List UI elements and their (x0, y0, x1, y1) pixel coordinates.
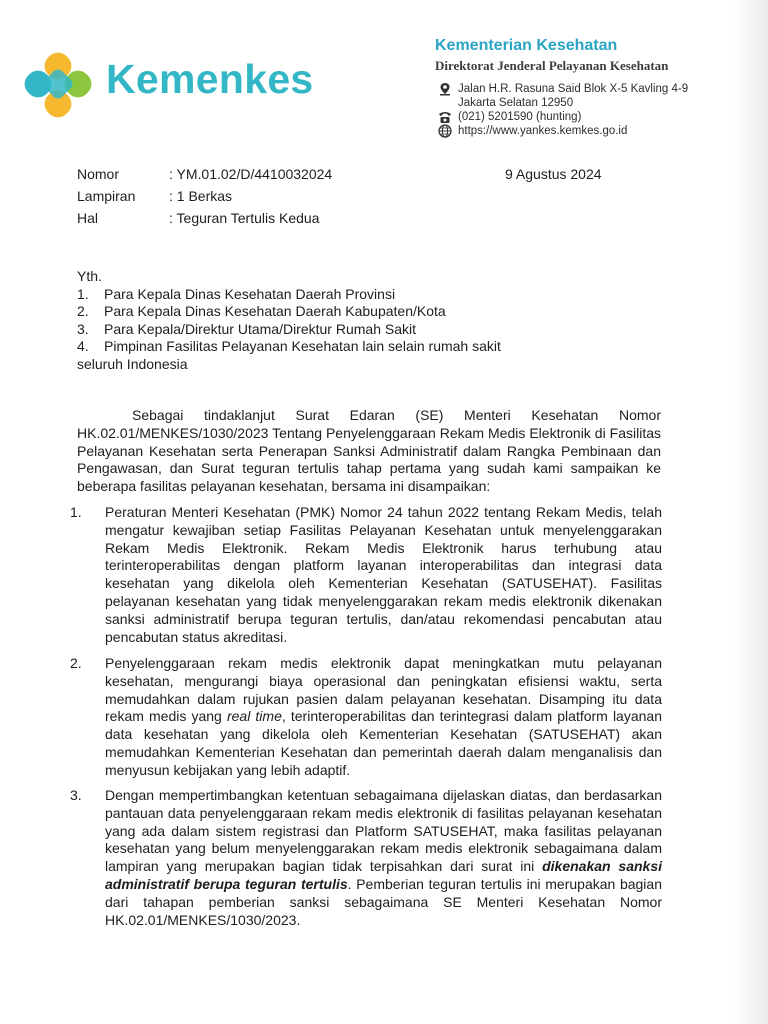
logo-wordmark: Kemenkes (106, 56, 314, 102)
recipients-closing: seluruh Indonesia (77, 355, 188, 372)
phone-number: (021) 5201590 (hunting) (458, 111, 582, 123)
point-text-part: , terinteroperabilitas dan terintegrasi dalam platform layanan data kesehatan yang dikelola oleh Kementerian Kesehatan (SATUSEHAT) akan memudahkan Kementerian Kesehatan dan pemerintah daerah dalam menganalisis dan menyusun kebijakan yang lebih adaptif. (105, 708, 662, 778)
point-number: 1. (70, 504, 82, 520)
kemenkes-logo-icon (24, 50, 94, 120)
meta-row-hal (77, 207, 332, 229)
meta-row-lampiran (77, 185, 332, 207)
point-number: 2. (70, 655, 82, 671)
recipient-text: Pimpinan Fasilitas Pelayanan Kesehatan lain selain rumah sakit (104, 338, 501, 354)
point-text-emphasis: real time (226, 708, 282, 725)
website-url: https://www.yankes.kemkes.go.id (458, 125, 628, 137)
meta-row-nomor (77, 163, 332, 185)
point-text-part: Penyelenggaraan rekam medis elektronik dapat meningkatkan mutu pelayanan kesehatan, mengurangi biaya operasional dan peningkatan efisiensi waktu, serta memudahkan dalam rujukan pasien dalam pelayanan kesehatan. Disamping itu data rekam medis yang (105, 655, 662, 725)
recipient-item (77, 286, 501, 304)
point-number: 3. (70, 787, 82, 803)
globe-icon (437, 124, 453, 138)
recipient-number: 2. (77, 303, 89, 319)
recipient-number: 1. (77, 285, 89, 302)
recipient-item (77, 321, 501, 339)
address-line-1: Jalan H.R. Rasuna Said Blok X-5 Kavling 4-9 (458, 83, 689, 95)
letter-meta (77, 163, 332, 229)
hal-value: : Teguran Tertulis Kedua (169, 210, 320, 226)
recipient-text: Para Kepala Dinas Kesehatan Daerah Kabupaten/Kota (104, 303, 446, 319)
numbered-point-3 (70, 787, 662, 929)
hal-label: Hal (77, 210, 99, 226)
numbered-point-2 (70, 655, 662, 780)
intro-text: Sebagai tindaklanjut Surat Edaran (SE) Menteri Kesehatan Nomor HK.02.01/MENKES/1030/2023 Tentang Penyelenggaraan Rekam Medis Elektronik di Fasilitas Pelayanan Kesehatan serta Penerapan Sanksi Administratif dalam Rangka Pembinaan dan Pengawasan, dan Surat teguran tertulis tahap pertama yang sudah kami sampaikan ke beberapa fasilitas pelayanan kesehatan, bersama ini disampaikan: (77, 407, 661, 495)
nomor-label: Nomor (77, 166, 120, 182)
nomor-value: : YM.01.02/D/4410032024 (169, 166, 333, 182)
directorate-name: Direktorat Jenderal Pelayanan Kesehatan (435, 58, 669, 73)
numbered-point-1 (70, 504, 662, 646)
lampiran-label: Lampiran (77, 188, 136, 204)
scan-edge-shadow (732, 0, 768, 1024)
point-text-emphasis: dikenakan sanksi administratif berupa teguran tertulis (105, 858, 662, 892)
salutation: Yth. (77, 268, 102, 284)
recipients-block (77, 268, 501, 373)
recipient-text: Para Kepala/Direktur Utama/Direktur Rumah Sakit (104, 320, 417, 337)
recipient-item (77, 303, 501, 321)
point-text (105, 655, 662, 780)
address-line-2: Jakarta Selatan 12950 (458, 97, 574, 109)
recipient-item (77, 338, 501, 356)
location-pin-icon (437, 82, 453, 96)
recipient-text: Para Kepala Dinas Kesehatan Daerah Provinsi (104, 285, 396, 302)
point-text-part: Dengan mempertimbangkan ketentuan sebagaimana dijelaskan diatas, dan berdasarkan pantauan data penyelenggaraan rekam medis elektronik di fasilitas pelayanan kesehatan yang ada dalam sistem registrasi dan Platform SATUSEHAT, maka fasilitas pelayanan kesehatan yang belum menyelenggarakan rekam medis elektronik sebagaimana dalam lampiran yang merupakan bagian tidak terpisahkan dari surat ini (105, 787, 662, 875)
lampiran-value: : 1 Berkas (169, 188, 233, 204)
telephone-icon (437, 110, 453, 124)
letter-date: 9 Agustus 2024 (505, 166, 602, 182)
point-text (105, 787, 662, 929)
recipient-number: 3. (77, 320, 89, 337)
point-text: Peraturan Menteri Kesehatan (PMK) Nomor 24 tahun 2022 tentang Rekam Medis, telah mengatur kewajiban setiap Fasilitas Pelayanan Kesehatan untuk menyelenggarakan Rekam Medis Elektronik. Rekam Medis Elektronik harus terhubung atau terinteroperabilitas dengan platform layanan interoperabilitas dan integrasi data kesehatan yang dikelola oleh Kementerian Kesehatan (SATUSEHAT). Fasilitas pelayanan kesehatan yang tidak menyelenggarakan rekam medis elektronik dikenakan sanksi administratif berupa teguran tertulis, dan/atau rekomendasi pencabutan atau pencabutan status akreditasi. (105, 504, 662, 645)
point-text-part: . Pemberian teguran tertulis ini merupakan bagian dari tahapan pemberian sanksi sebagaimana SE Menteri Kesehatan Nomor HK.02.01/MENKES/1030/2023. (105, 875, 662, 928)
contact-block (437, 82, 688, 138)
recipient-number: 4. (77, 338, 89, 354)
ministry-name: Kementerian Kesehatan (435, 37, 618, 54)
intro-paragraph (77, 407, 661, 496)
